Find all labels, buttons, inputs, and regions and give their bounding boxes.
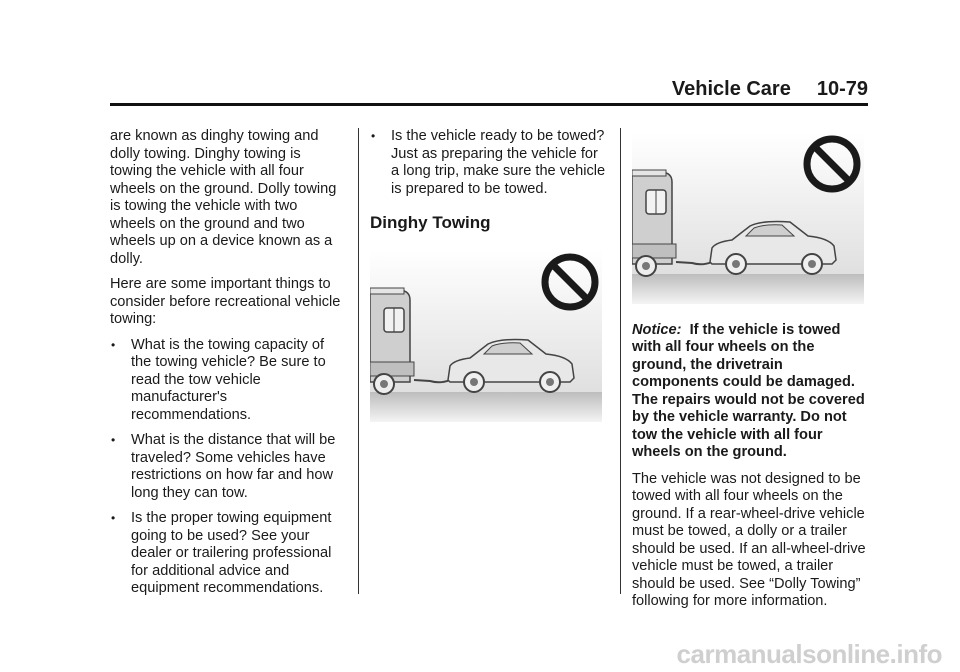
column-2 <box>370 128 608 427</box>
bullet-icon: • <box>371 129 376 143</box>
column-1 <box>110 128 346 606</box>
list-item-text: What is the towing capacity of the towing vehicle? Be sure to read the tow vehicle manufacturer's recommendations. <box>131 336 326 423</box>
section-heading: Dinghy Towing <box>370 213 491 232</box>
bullet-icon: • <box>111 511 116 525</box>
body-paragraph: The vehicle was not designed to be towed with all four wheels on the ground. If a rear-wheel-drive vehicle must be towed, a dolly or a trailer should be used. If an all-wheel-drive vehicle must be towed, a trailer should be used. See “Dolly Towing” following for more information. <box>632 470 866 609</box>
notice-paragraph <box>632 322 872 462</box>
list-item-text: What is the distance that will be traveled? Some vehicles have restrictions on how far and how long they can tow. <box>131 432 336 501</box>
watermark: carmanualsonline.info <box>676 639 942 669</box>
list-item <box>370 128 608 198</box>
section-title: Vehicle Care <box>671 78 791 100</box>
page-header <box>672 78 868 101</box>
list-item <box>110 432 346 502</box>
bullet-icon: • <box>111 433 116 447</box>
bullet-icon: • <box>111 337 116 352</box>
intro-paragraph: are known as dinghy towing and dolly towing. Dinghy towing is towing the vehicle with all four wheels on the ground. Dolly towing is towing the vehicle with two wheels on the ground and two wheels up on a device known as a dolly. <box>110 128 337 267</box>
list-item-text: Is the proper towing equipment going to be used? See your dealer or trailering professional for additional advice and equipment recommendations. <box>131 510 332 596</box>
notice-text: If the vehicle is towed with all four wheels on the ground, the drivetrain components could be damaged. The repairs would not be covered by the vehicle warranty. Do not tow the vehicle with all four wheels on the ground. <box>632 321 865 460</box>
list-item-text: Is the vehicle ready to be towed? Just as preparing the vehicle for a long trip, make sure the vehicle is prepared to be towed. <box>391 128 606 197</box>
dinghy-towing-illustration <box>370 250 602 422</box>
list-item <box>110 510 346 598</box>
header-rule <box>110 103 868 106</box>
column-divider <box>358 128 359 594</box>
column-3 <box>632 128 872 619</box>
dinghy-towing-illustration <box>632 132 864 304</box>
column-divider <box>620 128 621 594</box>
lead-paragraph: Here are some important things to consider before recreational vehicle towing: <box>110 276 341 327</box>
notice-label: Notice: <box>632 321 682 338</box>
page-number: 10-79 <box>816 78 868 100</box>
list-item <box>110 337 346 425</box>
